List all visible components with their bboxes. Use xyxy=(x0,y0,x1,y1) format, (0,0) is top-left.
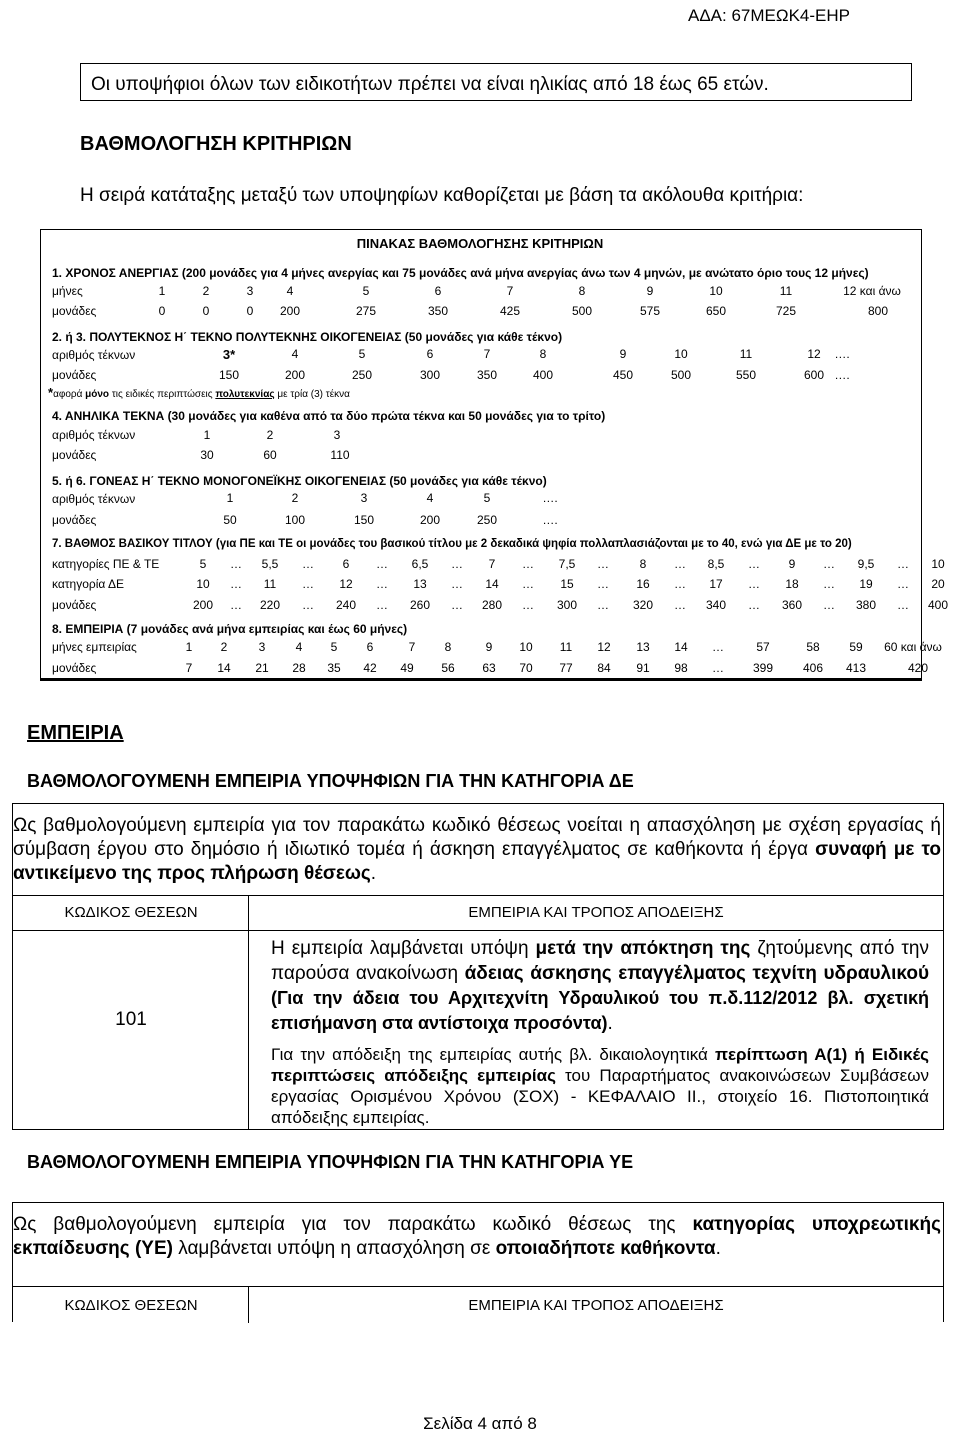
score-cell: 58 xyxy=(806,640,820,654)
score-cell: 57 xyxy=(756,640,770,654)
score-cell: 275 xyxy=(355,304,377,318)
score-cell: 9 xyxy=(619,347,627,361)
section-1-label-points: μονάδες xyxy=(52,304,97,318)
score-cell: 100 xyxy=(284,513,306,527)
score-cell: 14 xyxy=(485,577,499,591)
score-cell: 800 xyxy=(867,304,889,318)
score-cell: 420 xyxy=(907,661,929,675)
score-cell: … xyxy=(674,557,686,571)
score-cell: 11 xyxy=(739,347,753,361)
score-cell: 8 xyxy=(444,640,452,654)
score-cell: … xyxy=(897,598,909,612)
score-cell: … xyxy=(674,577,686,591)
score-cell: 0 xyxy=(202,304,210,318)
score-cell: … xyxy=(712,640,724,654)
score-cell: …. xyxy=(542,491,558,505)
criteria-heading: ΒΑΘΜΟΛΟΓΗΣΗ ΚΡΙΤΗΡΙΩΝ xyxy=(80,133,352,155)
score-cell: … xyxy=(302,577,314,591)
score-cell: 14 xyxy=(674,640,688,654)
score-cell: 10 xyxy=(519,640,533,654)
score-cell: 13 xyxy=(413,577,427,591)
score-cell: 5 xyxy=(358,347,366,361)
score-cell: … xyxy=(302,598,314,612)
score-cell: … xyxy=(230,598,242,612)
score-cell: 413 xyxy=(845,661,867,675)
score-cell: 200 xyxy=(419,513,441,527)
section-8-label-points: μονάδες xyxy=(52,661,97,675)
score-cell: 28 xyxy=(292,661,306,675)
score-cell: 56 xyxy=(441,661,455,675)
score-cell: 63 xyxy=(482,661,496,675)
de-experience-heading: ΒΑΘΜΟΛΟΓΟΥΜΕΝΗ ΕΜΠΕΙΡΙΑ ΥΠΟΨΗΦΙΩΝ ΓΙΑ ΤΗΝ ΚΑΤΗΓΟΡΙΑ ΔΕ xyxy=(27,771,634,791)
score-cell: 70 xyxy=(519,661,533,675)
score-cell: 4 xyxy=(426,491,434,505)
section-2-title: 2. ή 3. ΠΟΛΥΤΕΚΝΟΣ Η΄ ΤΕΚΝΟ ΠΟΛΥΤΕΚΝΗΣ ΟΙΚΟΓΕΝΕΙΑΣ (50 μονάδες για κάθε τέκνο) xyxy=(52,330,563,344)
score-cell: 0 xyxy=(158,304,166,318)
score-cell: 5 xyxy=(330,640,338,654)
ye-experience-paragraph: Ως βαθμολογούμενη εμπειρία για τον παρακάτω κωδικό θέσεως της κατηγορίας υποχρεωτικής εκπαίδευσης (ΥΕ) λαμβάνεται υπόψη η απασχόληση σε οποιαδήποτε καθήκοντα. xyxy=(12,1202,944,1286)
score-cell: 30 xyxy=(200,448,214,462)
score-cell: 14 xyxy=(217,661,231,675)
score-cell: 2 xyxy=(291,491,299,505)
score-cell: 425 xyxy=(499,304,521,318)
score-cell: 350 xyxy=(427,304,449,318)
score-cell: 5 xyxy=(199,557,207,571)
score-cell: … xyxy=(897,577,909,591)
score-cell: 21 xyxy=(255,661,269,675)
score-cell: 6 xyxy=(434,284,442,298)
score-cell: 5,5 xyxy=(261,557,279,571)
score-cell: 11 xyxy=(779,284,793,298)
score-cell: … xyxy=(230,557,242,571)
score-cell: 9 xyxy=(788,557,796,571)
score-cell: 600 xyxy=(803,368,825,382)
de-col-experience-header: ΕΜΠΕΙΡΙΑ ΚΑΙ ΤΡΟΠΟΣ ΑΠΟΔΕΙΞΗΣ xyxy=(249,896,943,931)
ada-code: ΑΔΑ: 67ΜΕΩΚ4-ΕΗΡ xyxy=(687,6,850,25)
score-cell: 4 xyxy=(295,640,303,654)
ye-col-experience-header: ΕΜΠΕΙΡΙΑ ΚΑΙ ΤΡΟΠΟΣ ΑΠΟΔΕΙΞΗΣ xyxy=(468,1297,724,1314)
criteria-intro: Η σειρά κατάταξης μεταξύ των υποψηφίων καθορίζεται με βάση τα ακόλουθα κριτήρια: xyxy=(80,185,804,206)
score-cell: … xyxy=(451,598,463,612)
score-cell: 16 xyxy=(636,577,650,591)
score-cell: 150 xyxy=(218,368,240,382)
score-cell: 7 xyxy=(408,640,416,654)
score-cell: 3 xyxy=(246,284,254,298)
score-cell: 77 xyxy=(559,661,573,675)
section-2-label-children: αριθμός τέκνων xyxy=(52,348,136,362)
score-cell: 42 xyxy=(363,661,377,675)
ye-experience-table xyxy=(12,1286,944,1322)
score-cell: 84 xyxy=(597,661,611,675)
score-cell: 110 xyxy=(330,448,350,462)
de-experience-description xyxy=(249,931,943,1129)
score-cell: … xyxy=(748,577,760,591)
age-requirement-text: Οι υποψήφιοι όλων των ειδικοτήτων πρέπει να είναι ηλικίας από 18 έως 65 ετών. xyxy=(91,74,769,95)
section-7-label-de: κατηγορία ΔΕ xyxy=(52,577,124,591)
score-cell: 9,5 xyxy=(857,557,875,571)
score-cell: … xyxy=(823,557,835,571)
score-cell: … xyxy=(748,598,760,612)
ye-experience-heading: ΒΑΘΜΟΛΟΓΟΥΜΕΝΗ ΕΜΠΕΙΡΙΑ ΥΠΟΨΗΦΙΩΝ ΓΙΑ ΤΗΝ ΚΑΤΗΓΟΡΙΑ ΥΕ xyxy=(27,1152,634,1172)
section-2-footnote: *αφορά μόνο τις ειδικές περιπτώσεις πολυτεκνίας με τρία (3) τέκνα xyxy=(48,385,350,400)
score-cell: 2 xyxy=(266,428,274,442)
score-cell: 17 xyxy=(709,577,723,591)
score-cell: 3 xyxy=(258,640,266,654)
page-number: Σελίδα 4 από 8 xyxy=(423,1414,537,1433)
section-1-label-months: μήνες xyxy=(52,284,83,298)
score-cell: …. xyxy=(542,513,558,527)
score-cell: … xyxy=(597,557,609,571)
score-cell: 340 xyxy=(705,598,727,612)
score-cell: … xyxy=(597,577,609,591)
de-experience-text-2: Για την απόδειξη της εμπειρίας αυτής βλ. δικαιολογητικά περίπτωση Α(1) ή Ειδικές περιπτώσεις απόδειξης εμπειρίας του Παραρτήματος ανακοινώσεων Συμβάσεων εργασίας Ορισμένου Χρόνου (ΣΟΧ) - ΚΕΦΑΛΑΙΟ ΙΙ., στοιχείο 16. Πιστοποιητικά απόδειξης εμπειρίας. xyxy=(271,1045,930,1127)
score-cell: … xyxy=(674,598,686,612)
criteria-table-title: ΠΙΝΑΚΑΣ ΒΑΘΜΟΛΟΓΗΣΗΣ ΚΡΙΤΗΡΙΩΝ xyxy=(356,236,604,251)
score-cell: … xyxy=(712,661,724,675)
score-cell: 91 xyxy=(636,661,650,675)
score-cell: 4 xyxy=(286,284,294,298)
score-cell: 8 xyxy=(539,347,547,361)
score-cell: … xyxy=(451,577,463,591)
score-cell: …. xyxy=(834,368,850,382)
score-cell: 11 xyxy=(559,640,573,654)
section-2-label-points: μονάδες xyxy=(52,368,97,382)
score-cell: 7 xyxy=(185,661,193,675)
score-cell: 200 xyxy=(192,598,214,612)
score-cell: 9 xyxy=(646,284,654,298)
age-requirement-box xyxy=(80,63,912,101)
score-cell: … xyxy=(522,577,534,591)
score-cell: 280 xyxy=(481,598,503,612)
score-cell: 15 xyxy=(560,577,574,591)
score-cell: 6 xyxy=(342,557,350,571)
score-cell: 1 xyxy=(203,428,211,442)
score-cell: 650 xyxy=(705,304,727,318)
score-cell: 59 xyxy=(849,640,863,654)
score-cell: 350 xyxy=(476,368,498,382)
section-4-label-children: αριθμός τέκνων xyxy=(52,428,136,442)
score-cell: 450 xyxy=(612,368,634,382)
score-cell: 11 xyxy=(263,577,277,591)
score-cell: … xyxy=(823,577,835,591)
score-cell: 6 xyxy=(426,347,434,361)
score-cell: 10 xyxy=(709,284,723,298)
score-cell: 1 xyxy=(185,640,193,654)
de-experience-paragraph: Ως βαθμολογούμενη εμπειρία για τον παρακάτω κωδικό θέσεως νοείται η απασχόληση με σχέση εργασίας ή σύμβαση έργου στο δημόσιο ή ιδιωτικό τομέα ή άσκηση επαγγέλματος σε καθήκοντα ή έργα συναφή με το αντικείμενο της προς πλήρωση θέσεως. xyxy=(12,803,944,895)
score-cell: 250 xyxy=(476,513,498,527)
score-cell: 1 xyxy=(158,284,166,298)
score-cell: 60 xyxy=(263,448,277,462)
score-cell: 8 xyxy=(639,557,647,571)
score-cell: 575 xyxy=(639,304,661,318)
score-cell: … xyxy=(376,557,388,571)
score-cell: 250 xyxy=(351,368,373,382)
score-cell: 0 xyxy=(246,304,254,318)
score-cell: 20 xyxy=(931,577,945,591)
score-cell: 200 xyxy=(279,304,301,318)
score-cell: 98 xyxy=(674,661,688,675)
score-cell: 5 xyxy=(483,491,491,505)
score-cell: 550 xyxy=(735,368,757,382)
score-cell: 400 xyxy=(927,598,949,612)
section-4-label-points: μονάδες xyxy=(52,448,97,462)
score-cell: 2 xyxy=(220,640,228,654)
experience-heading: ΕΜΠΕΙΡΙΑ xyxy=(27,722,124,744)
score-cell: 260 xyxy=(409,598,431,612)
score-cell: 300 xyxy=(419,368,441,382)
score-cell: 49 xyxy=(400,661,414,675)
score-cell: 6,5 xyxy=(411,557,429,571)
score-cell: 7 xyxy=(483,347,491,361)
score-cell: … xyxy=(597,598,609,612)
section-4-title: 4. ΑΝΗΛΙΚΑ ΤΕΚΝΑ (30 μονάδες για καθένα από τα δύο πρώτα τέκνα και 50 μονάδες για το τρίτο) xyxy=(52,409,606,423)
score-cell: 19 xyxy=(859,577,873,591)
section-1-title: 1. ΧΡΟΝΟΣ ΑΝΕΡΓΙΑΣ (200 μονάδες για 4 μήνες ανεργίας και 75 μονάδες ανά μήνα ανεργίας άνω των 4 μηνών, με ανώτατο όριο τους 12 μήνες) xyxy=(52,266,869,280)
score-cell: 13 xyxy=(636,640,650,654)
score-cell: 60 και άνω xyxy=(884,640,942,654)
section-7-title: 7. ΒΑΘΜΟΣ ΒΑΣΙΚΟΥ ΤΙΤΛΟΥ (για ΠΕ και ΤΕ οι μονάδες του βασικού τίτλου με 2 δεκαδικά ψηφία πολλαπλασιάζονται με το 40, ενώ για ΔΕ με το 20) xyxy=(52,538,852,550)
score-cell: … xyxy=(376,577,388,591)
score-cell: 18 xyxy=(785,577,799,591)
section-7-label-points: μονάδες xyxy=(52,598,97,612)
section-5-title: 5. ή 6. ΓΟΝΕΑΣ Η΄ ΤΕΚΝΟ ΜΟΝΟΓΟΝΕΪΚΗΣ ΟΙΚΟΓΕΝΕΙΑΣ (50 μονάδες για κάθε τέκνο) xyxy=(52,474,547,488)
score-cell: 380 xyxy=(855,598,877,612)
score-cell: 10 xyxy=(674,347,688,361)
section-8-label-months: μήνες εμπειρίας xyxy=(52,640,137,654)
de-position-code: 101 xyxy=(13,931,249,1129)
score-cell: … xyxy=(230,577,242,591)
score-cell: 220 xyxy=(259,598,281,612)
score-cell: … xyxy=(823,598,835,612)
score-cell: 500 xyxy=(571,304,593,318)
score-cell: 8,5 xyxy=(707,557,725,571)
score-cell: 12 και άνω xyxy=(843,284,901,298)
ye-col-code-header: ΚΩΔΙΚΟΣ ΘΕΣΕΩΝ xyxy=(13,1287,249,1323)
score-cell: 3 xyxy=(360,491,368,505)
score-cell: 240 xyxy=(335,598,357,612)
score-cell: … xyxy=(897,557,909,571)
score-cell: 400 xyxy=(532,368,554,382)
score-cell: 360 xyxy=(781,598,803,612)
score-cell: 12 xyxy=(597,640,611,654)
score-cell: 50 xyxy=(223,513,237,527)
score-cell: … xyxy=(748,557,760,571)
de-experience-table xyxy=(12,895,944,1130)
score-cell: 7 xyxy=(506,284,514,298)
score-cell: 500 xyxy=(670,368,692,382)
score-cell: …. xyxy=(834,347,850,361)
score-cell: 35 xyxy=(327,661,341,675)
score-cell: 300 xyxy=(556,598,578,612)
score-cell: 399 xyxy=(752,661,774,675)
score-cell: 320 xyxy=(632,598,654,612)
score-cell: … xyxy=(376,598,388,612)
score-cell: 725 xyxy=(775,304,797,318)
score-cell: 10 xyxy=(196,577,210,591)
section-5-label-children: αριθμός τέκνων xyxy=(52,492,136,506)
section-7-label-pe-te: κατηγορίες ΠΕ & ΤΕ xyxy=(52,557,160,571)
section-8-title: 8. ΕΜΠΕΙΡΙΑ (7 μονάδες ανά μήνα εμπειρίας και έως 60 μήνες) xyxy=(52,622,408,636)
score-cell: 9 xyxy=(485,640,493,654)
score-cell: … xyxy=(522,557,534,571)
score-cell: 7 xyxy=(488,557,496,571)
score-cell: 3 xyxy=(333,428,341,442)
score-cell: 10 xyxy=(931,557,945,571)
score-cell: 2 xyxy=(202,284,210,298)
score-cell: 8 xyxy=(578,284,586,298)
score-cell: 12 xyxy=(339,577,353,591)
score-cell: 200 xyxy=(284,368,306,382)
section-5-label-points: μονάδες xyxy=(52,513,97,527)
score-cell: … xyxy=(302,557,314,571)
score-cell: 150 xyxy=(353,513,375,527)
de-col-code-header: ΚΩΔΙΚΟΣ ΘΕΣΕΩΝ xyxy=(13,896,249,931)
score-cell: 5 xyxy=(362,284,370,298)
score-cell: 406 xyxy=(802,661,824,675)
score-cell: 7,5 xyxy=(558,557,576,571)
score-cell: … xyxy=(522,598,534,612)
score-cell: 12 xyxy=(807,347,821,361)
score-cell: … xyxy=(451,557,463,571)
de-experience-text-1: Η εμπειρία λαμβάνεται υπόψη μετά την απόκτηση της ζητούμενης από την παρούσα ανακοίνωση άδειας άσκησης επαγγέλματος τεχνίτη υδραυλικού (Για την άδεια του Αρχιτεχνίτη Υδραυλικού του π.δ.112/2012 βλ. σχετική επισήμανση στα αντίστοιχα προσόντα). xyxy=(271,938,930,1034)
score-cell: 4 xyxy=(291,347,299,361)
score-cell: 6 xyxy=(366,640,374,654)
score-cell: 3* xyxy=(222,347,236,362)
score-cell: 1 xyxy=(226,491,234,505)
